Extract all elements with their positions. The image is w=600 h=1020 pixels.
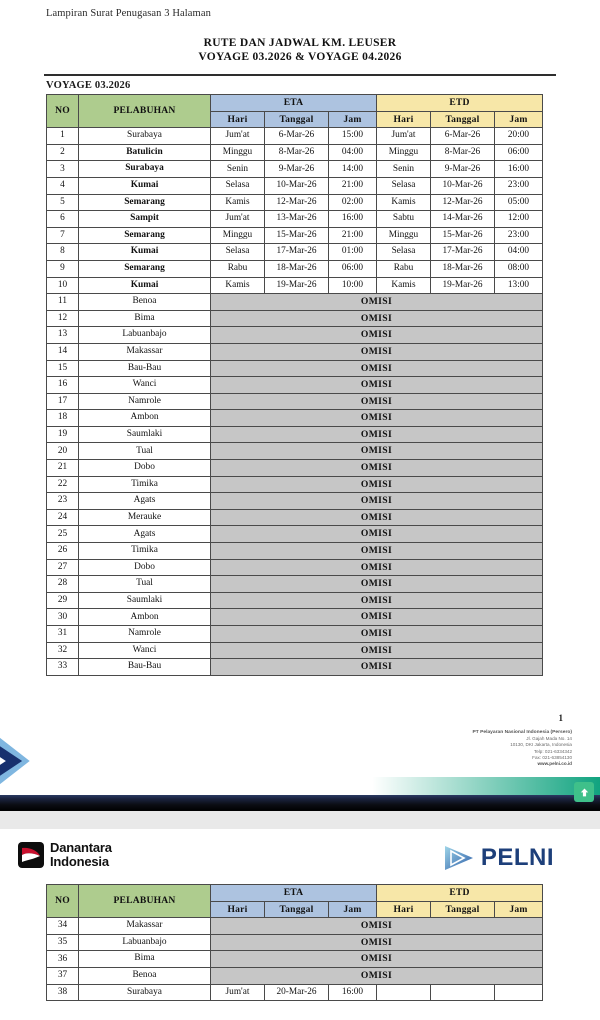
table-row [47, 177, 543, 194]
cell-pelabuhan: Semarang [79, 194, 211, 211]
cell-etd-jam: 05:00 [495, 194, 543, 211]
table-row [47, 426, 543, 443]
column-header-etd-tanggal-2: Tanggal [431, 901, 495, 918]
cell-etd-jam: 06:00 [495, 144, 543, 161]
cell-etd-tanggal: 10-Mar-26 [431, 177, 495, 194]
cell-no: 7 [47, 227, 79, 244]
column-header-etd-jam-2: Jam [495, 901, 543, 918]
arrow-up-icon [579, 787, 590, 798]
cell-etd-hari: Sabtu [377, 211, 431, 228]
cell-pelabuhan: Namrole [79, 626, 211, 643]
cell-etd-hari: Minggu [377, 227, 431, 244]
page-number: 1 [558, 713, 563, 723]
cell-eta-hari: Rabu [211, 260, 265, 277]
cell-pelabuhan: Surabaya [79, 161, 211, 178]
table-row [47, 343, 543, 360]
cell-no: 2 [47, 144, 79, 161]
cell-omisi: OMISI [211, 967, 543, 984]
column-header-eta-tanggal: Tanggal [265, 111, 329, 128]
table-body-page-2 [47, 918, 543, 1001]
column-header-no-2: NO [47, 885, 79, 918]
cell-no: 25 [47, 526, 79, 543]
cell-etd-tanggal: 12-Mar-26 [431, 194, 495, 211]
table-row [47, 360, 543, 377]
cell-eta-tanggal: 6-Mar-26 [265, 128, 329, 145]
table-row [47, 244, 543, 261]
cell-omisi: OMISI [211, 543, 543, 560]
cell-omisi: OMISI [211, 526, 543, 543]
cell-no: 36 [47, 951, 79, 968]
cell-pelabuhan: Timika [79, 543, 211, 560]
cell-no: 31 [47, 626, 79, 643]
table-row [47, 934, 543, 951]
cell-eta-jam: 16:00 [329, 984, 377, 1001]
cell-no: 15 [47, 360, 79, 377]
cell-no: 6 [47, 211, 79, 228]
cell-eta-hari: Jum'at [211, 211, 265, 228]
cell-pelabuhan: Bau-Bau [79, 659, 211, 676]
cell-eta-hari: Minggu [211, 227, 265, 244]
cell-eta-tanggal: 13-Mar-26 [265, 211, 329, 228]
footer-telephone: Telp: 021-6334342 [533, 748, 572, 754]
column-header-etd-hari-2: Hari [377, 901, 431, 918]
table-body-page-1 [47, 128, 543, 676]
column-header-pelabuhan-2: PELABUHAN [79, 885, 211, 918]
cell-pelabuhan: Ambon [79, 410, 211, 427]
cell-pelabuhan: Surabaya [79, 984, 211, 1001]
dark-bar-divider [0, 795, 600, 811]
cell-eta-jam: 16:00 [329, 211, 377, 228]
cell-pelabuhan: Benoa [79, 294, 211, 311]
table-row [47, 984, 543, 1001]
cell-etd-tanggal: 19-Mar-26 [431, 277, 495, 294]
table-row [47, 260, 543, 277]
column-header-etd-hari: Hari [377, 111, 431, 128]
header-divider [44, 74, 556, 76]
table-row [47, 951, 543, 968]
table-row [47, 493, 543, 510]
cell-eta-tanggal: 10-Mar-26 [265, 177, 329, 194]
cell-etd-jam: 08:00 [495, 260, 543, 277]
cell-etd-hari: Kamis [377, 194, 431, 211]
cell-etd-jam: 16:00 [495, 161, 543, 178]
cell-no: 23 [47, 493, 79, 510]
cell-pelabuhan: Bima [79, 951, 211, 968]
cell-omisi: OMISI [211, 509, 543, 526]
cell-etd-tanggal: 6-Mar-26 [431, 128, 495, 145]
cell-eta-tanggal: 17-Mar-26 [265, 244, 329, 261]
cell-etd-hari: Jum'at [377, 128, 431, 145]
table-row [47, 559, 543, 576]
cell-pelabuhan: Agats [79, 493, 211, 510]
cell-eta-hari: Kamis [211, 194, 265, 211]
cell-no: 12 [47, 310, 79, 327]
cell-pelabuhan: Namrole [79, 393, 211, 410]
title-line-1: RUTE DAN JADWAL KM. LEUSER [203, 37, 397, 49]
column-header-eta-2: ETA [211, 885, 377, 902]
page-gap [0, 811, 600, 829]
table-row [47, 327, 543, 344]
cell-pelabuhan: Wanci [79, 642, 211, 659]
cell-eta-jam: 21:00 [329, 177, 377, 194]
cell-eta-jam: 21:00 [329, 227, 377, 244]
danantara-swoosh-icon [18, 842, 44, 868]
cell-no: 17 [47, 393, 79, 410]
cell-eta-jam: 10:00 [329, 277, 377, 294]
cell-no: 35 [47, 934, 79, 951]
table-header-row-top-2 [47, 885, 543, 902]
footer-website[interactable]: www.pelni.co.id [537, 761, 572, 767]
cell-omisi: OMISI [211, 460, 543, 477]
cell-no: 24 [47, 509, 79, 526]
cell-pelabuhan: Benoa [79, 967, 211, 984]
cell-no: 16 [47, 377, 79, 394]
cell-etd-tanggal: 15-Mar-26 [431, 227, 495, 244]
column-header-etd: ETD [377, 95, 543, 112]
document-title [0, 36, 600, 64]
cell-no: 32 [47, 642, 79, 659]
column-header-eta-hari: Hari [211, 111, 265, 128]
cell-eta-tanggal: 12-Mar-26 [265, 194, 329, 211]
cell-etd-jam [495, 984, 543, 1001]
cell-omisi: OMISI [211, 476, 543, 493]
table-row [47, 161, 543, 178]
column-header-eta-tanggal-2: Tanggal [265, 901, 329, 918]
cell-etd-jam: 04:00 [495, 244, 543, 261]
cell-eta-jam: 15:00 [329, 128, 377, 145]
table-row [47, 227, 543, 244]
table-row [47, 543, 543, 560]
document-page-2 [0, 829, 600, 1020]
table-row [47, 310, 543, 327]
cell-omisi: OMISI [211, 609, 543, 626]
cell-eta-hari: Senin [211, 161, 265, 178]
cell-etd-hari: Senin [377, 161, 431, 178]
danantara-line-2: Indonesia [50, 853, 109, 869]
cell-pelabuhan: Saumlaki [79, 592, 211, 609]
cell-eta-jam: 06:00 [329, 260, 377, 277]
schedule-table-page-2 [46, 884, 543, 1001]
cell-omisi: OMISI [211, 443, 543, 460]
cell-no: 3 [47, 161, 79, 178]
cell-no: 1 [47, 128, 79, 145]
cell-omisi: OMISI [211, 426, 543, 443]
cell-etd-jam: 23:00 [495, 227, 543, 244]
table-row [47, 626, 543, 643]
cell-no: 30 [47, 609, 79, 626]
cell-omisi: OMISI [211, 410, 543, 427]
cell-omisi: OMISI [211, 576, 543, 593]
cell-etd-jam: 13:00 [495, 277, 543, 294]
footer-address [342, 730, 572, 767]
cell-eta-tanggal: 18-Mar-26 [265, 260, 329, 277]
cell-eta-tanggal: 9-Mar-26 [265, 161, 329, 178]
cell-pelabuhan: Timika [79, 476, 211, 493]
cell-pelabuhan: Kumai [79, 244, 211, 261]
cell-etd-tanggal: 14-Mar-26 [431, 211, 495, 228]
danantara-mark-icon [18, 842, 44, 868]
cell-etd-jam: 23:00 [495, 177, 543, 194]
table-row [47, 460, 543, 477]
cell-no: 27 [47, 559, 79, 576]
table-row [47, 967, 543, 984]
cell-no: 11 [47, 294, 79, 311]
cell-pelabuhan: Merauke [79, 509, 211, 526]
cell-pelabuhan: Tual [79, 576, 211, 593]
column-header-etd-jam: Jam [495, 111, 543, 128]
cell-omisi: OMISI [211, 294, 543, 311]
cell-eta-tanggal: 15-Mar-26 [265, 227, 329, 244]
cell-no: 13 [47, 327, 79, 344]
table-row [47, 918, 543, 935]
cell-eta-hari: Kamis [211, 277, 265, 294]
title-line-2: VOYAGE 03.2026 & VOYAGE 04.2026 [198, 51, 402, 63]
cell-omisi: OMISI [211, 310, 543, 327]
footer-address-line-2: 10130, DKI Jakarta, Indonesia [510, 742, 572, 748]
table-row [47, 526, 543, 543]
cell-eta-jam: 02:00 [329, 194, 377, 211]
cell-pelabuhan: Kumai [79, 277, 211, 294]
cell-eta-jam: 04:00 [329, 144, 377, 161]
cell-pelabuhan: Makassar [79, 918, 211, 935]
cell-pelabuhan: Batulicin [79, 144, 211, 161]
cell-etd-hari: Selasa [377, 244, 431, 261]
cell-pelabuhan: Surabaya [79, 128, 211, 145]
cell-no: 14 [47, 343, 79, 360]
cell-pelabuhan: Kumai [79, 177, 211, 194]
table-header [47, 95, 543, 128]
cell-eta-jam: 01:00 [329, 244, 377, 261]
pelni-logo [442, 843, 554, 873]
table-row [47, 476, 543, 493]
voyage-label: VOYAGE 03.2026 [46, 80, 131, 91]
table-row [47, 211, 543, 228]
cell-etd-hari: Rabu [377, 260, 431, 277]
cell-eta-tanggal: 19-Mar-26 [265, 277, 329, 294]
column-header-etd-2: ETD [377, 885, 543, 902]
cell-etd-jam: 12:00 [495, 211, 543, 228]
table-row [47, 144, 543, 161]
table-row [47, 592, 543, 609]
cell-eta-tanggal: 8-Mar-26 [265, 144, 329, 161]
cell-etd-jam: 20:00 [495, 128, 543, 145]
cell-etd-tanggal: 9-Mar-26 [431, 161, 495, 178]
cell-etd-hari [377, 984, 431, 1001]
table-row [47, 642, 543, 659]
cell-omisi: OMISI [211, 377, 543, 394]
danantara-logo [18, 841, 112, 868]
cell-no: 34 [47, 918, 79, 935]
cell-omisi: OMISI [211, 327, 543, 344]
cell-etd-hari: Minggu [377, 144, 431, 161]
cell-pelabuhan: Makassar [79, 343, 211, 360]
cell-no: 29 [47, 592, 79, 609]
cell-pelabuhan: Tual [79, 443, 211, 460]
pelni-triangle-icon [442, 843, 476, 873]
cell-pelabuhan: Wanci [79, 377, 211, 394]
cell-pelabuhan: Sampit [79, 211, 211, 228]
cell-pelabuhan: Bima [79, 310, 211, 327]
cell-no: 8 [47, 244, 79, 261]
cell-omisi: OMISI [211, 626, 543, 643]
cell-pelabuhan: Labuanbajo [79, 934, 211, 951]
cell-no: 21 [47, 460, 79, 477]
cell-no: 4 [47, 177, 79, 194]
cell-eta-hari: Selasa [211, 177, 265, 194]
cell-pelabuhan: Labuanbajo [79, 327, 211, 344]
attachment-note: Lampiran Surat Penugasan 3 Halaman [46, 8, 211, 19]
table-header-row-top [47, 95, 543, 112]
table-row [47, 377, 543, 394]
table-row [47, 194, 543, 211]
pelni-wordmark: PELNI [480, 844, 554, 871]
cell-no: 37 [47, 967, 79, 984]
cell-omisi: OMISI [211, 493, 543, 510]
cell-pelabuhan: Semarang [79, 227, 211, 244]
column-header-eta-jam: Jam [329, 111, 377, 128]
danantara-line-1: Danantara [50, 840, 112, 855]
cell-omisi: OMISI [211, 343, 543, 360]
cell-omisi: OMISI [211, 918, 543, 935]
column-header-pelabuhan: PELABUHAN [79, 95, 211, 128]
cell-no: 33 [47, 659, 79, 676]
table-row [47, 393, 543, 410]
cell-eta-hari: Selasa [211, 244, 265, 261]
footer-address-line-1: Jl. Gajah Mada No. 14 [526, 736, 572, 742]
cell-no: 5 [47, 194, 79, 211]
cell-eta-tanggal: 20-Mar-26 [265, 984, 329, 1001]
cell-omisi: OMISI [211, 934, 543, 951]
cell-no: 18 [47, 410, 79, 427]
cell-etd-tanggal: 8-Mar-26 [431, 144, 495, 161]
cell-pelabuhan: Dobo [79, 559, 211, 576]
table-header-page-2 [47, 885, 543, 918]
cell-pelabuhan: Agats [79, 526, 211, 543]
table-row [47, 277, 543, 294]
cell-omisi: OMISI [211, 659, 543, 676]
table-row [47, 443, 543, 460]
column-header-eta-jam-2: Jam [329, 901, 377, 918]
cell-omisi: OMISI [211, 393, 543, 410]
cell-no: 10 [47, 277, 79, 294]
cell-eta-hari: Jum'at [211, 984, 265, 1001]
cell-no: 28 [47, 576, 79, 593]
table-row [47, 609, 543, 626]
cell-pelabuhan: Saumlaki [79, 426, 211, 443]
table-row [47, 128, 543, 145]
cell-omisi: OMISI [211, 951, 543, 968]
table-row [47, 576, 543, 593]
cell-eta-hari: Jum'at [211, 128, 265, 145]
cell-etd-hari: Selasa [377, 177, 431, 194]
cell-no: 20 [47, 443, 79, 460]
cell-etd-tanggal [431, 984, 495, 1001]
footer-fax: Fax: 021-63854130 [532, 754, 572, 760]
column-header-no: NO [47, 95, 79, 128]
column-header-etd-tanggal: Tanggal [431, 111, 495, 128]
cell-eta-hari: Minggu [211, 144, 265, 161]
cell-etd-tanggal: 17-Mar-26 [431, 244, 495, 261]
cell-omisi: OMISI [211, 360, 543, 377]
cell-etd-tanggal: 18-Mar-26 [431, 260, 495, 277]
schedule-table-page-1 [46, 94, 543, 676]
danantara-wordmark [50, 841, 112, 868]
cell-etd-hari: Kamis [377, 277, 431, 294]
footer-company-name: PT Pelayaran Nasional Indonesia (Persero) [472, 730, 572, 735]
cell-pelabuhan: Ambon [79, 609, 211, 626]
cell-omisi: OMISI [211, 592, 543, 609]
cell-omisi: OMISI [211, 642, 543, 659]
column-header-eta: ETA [211, 95, 377, 112]
cell-no: 38 [47, 984, 79, 1001]
cell-no: 9 [47, 260, 79, 277]
column-header-eta-hari-2: Hari [211, 901, 265, 918]
cell-no: 26 [47, 543, 79, 560]
cell-pelabuhan: Semarang [79, 260, 211, 277]
cell-eta-jam: 14:00 [329, 161, 377, 178]
cell-no: 19 [47, 426, 79, 443]
table-row [47, 659, 543, 676]
cell-pelabuhan: Dobo [79, 460, 211, 477]
table-row [47, 509, 543, 526]
table-row [47, 410, 543, 427]
table-row [47, 294, 543, 311]
cell-pelabuhan: Bau-Bau [79, 360, 211, 377]
scroll-to-top-button[interactable] [574, 782, 594, 802]
cell-no: 22 [47, 476, 79, 493]
cell-omisi: OMISI [211, 559, 543, 576]
